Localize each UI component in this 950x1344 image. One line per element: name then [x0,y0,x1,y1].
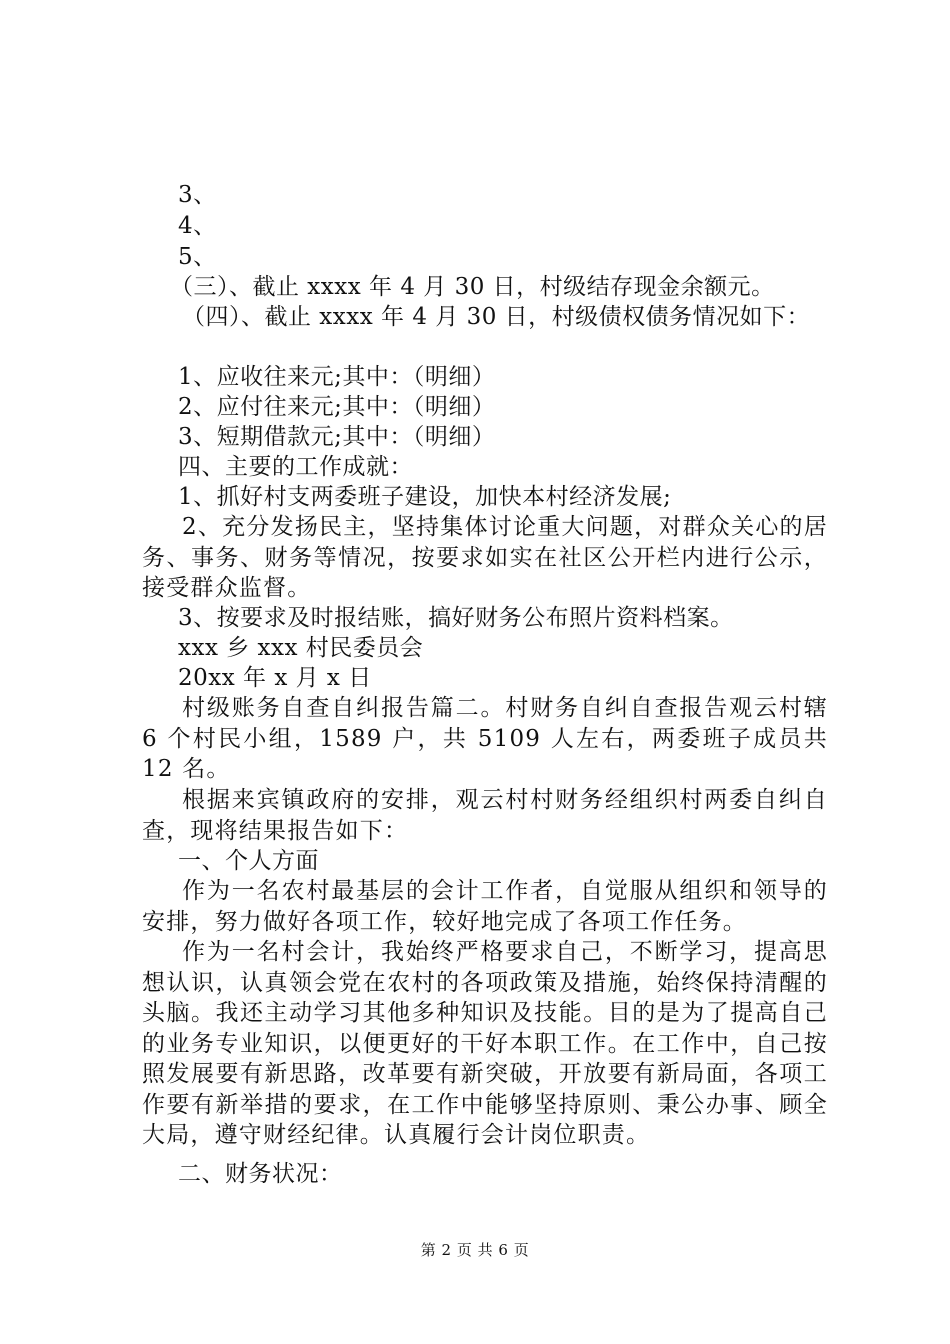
section-three-cash-balance: （三）、截止 xxxx 年 4 月 30 日，村级结存现金余额元。 [170,274,775,300]
debt-item-payables: 2、应付往来元;其中：（明细） [178,394,496,420]
list-item-3: 3、 [178,182,217,208]
signature-date: 20xx 年 x 月 x 日 [178,665,372,691]
signature-organization: xxx 乡 xxx 村民委员会 [178,635,424,661]
list-item-4: 4、 [178,213,217,239]
report-two-intro: 村级账务自查自纠报告篇二。村财务自纠自查报告观云村辖 6 个村民小组，1589 户，共 5109 人左右，两委班子成员共 12 名。 [142,695,828,782]
achievements-heading: 四、主要的工作成就： [178,454,413,480]
section-four-debts: （四）、截止 xxxx 年 4 月 30 日，村级债权债务情况如下： [182,304,811,330]
achievement-item-3: 3、按要求及时报结账，搞好财务公布照片资料档案。 [178,605,734,631]
personal-heading: 一、个人方面 [178,848,319,874]
report-two-basis: 根据来宾镇政府的安排，观云村村财务经组织村两委自纠自查，现将结果报告如下： [142,787,828,844]
personal-paragraph-2: 作为一名村会计，我始终严格要求自己，不断学习，提高思想认识，认真领会党在农村的各项政策及措施，始终保持清醒的头脑。我还主动学习其他多种知识及技能。目的是为了提高自己的业务专业知识，以便更好的干好本职工作。在工作中，自己按照发展要有新思路，改革要有新突破，开放要有新局面，各项工作要有新举措的要求，在工作中能够坚持原则、秉公办事、顾全大局，遵守财经纪律。认真履行会计岗位职责。 [142,939,828,1148]
achievement-item-1: 1、抓好村支两委班子建设，加快本村经济发展; [178,484,672,510]
debt-item-receivables: 1、应收往来元;其中：（明细） [178,364,496,390]
personal-paragraph-1: 作为一名农村最基层的会计工作者，自觉服从组织和领导的安排，努力做好各项工作，较好地完成了各项工作任务。 [142,878,828,935]
finance-heading: 二、财务状况： [178,1161,343,1187]
page-number-footer: 第 2 页 共 6 页 [420,1241,530,1259]
list-item-5: 5、 [178,244,217,270]
debt-item-short-loans: 3、短期借款元;其中：（明细） [178,424,496,450]
achievement-item-2: 2、充分发扬民主，坚持集体讨论重大问题，对群众关心的居务、事务、财务等情况，按要求如实在社区公开栏内进行公示，接受群众监督。 [142,514,828,601]
